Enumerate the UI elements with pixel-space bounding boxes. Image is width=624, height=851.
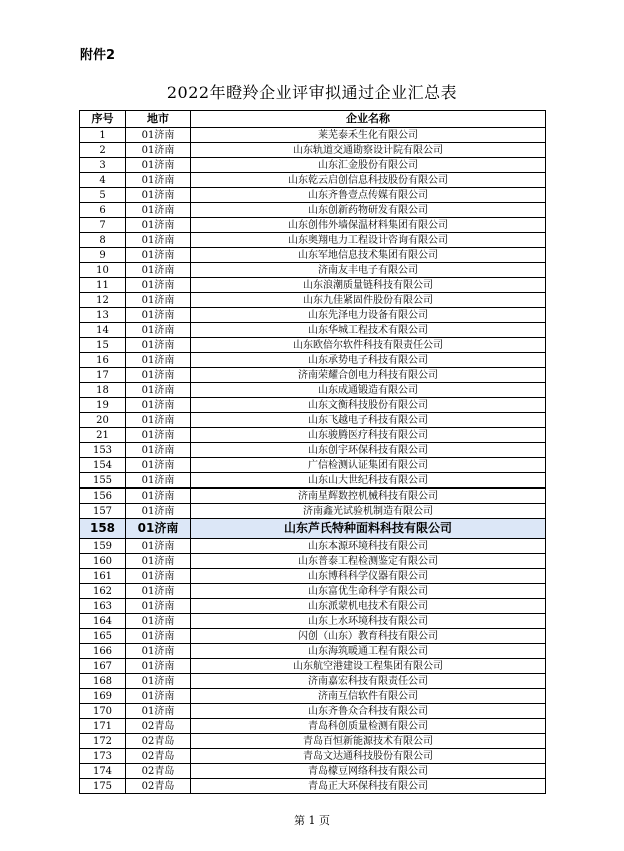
company-name-cell: 青岛檬豆网络科技有限公司: [191, 764, 546, 779]
city-cell: 01济南: [126, 539, 191, 554]
table-row: [80, 749, 546, 764]
city-cell: 01济南: [126, 504, 191, 519]
table-row: [80, 614, 546, 629]
city-cell: 02青岛: [126, 749, 191, 764]
city-cell: 01济南: [126, 173, 191, 188]
enterprise-table: [79, 110, 546, 794]
company-name-cell: 山东先泽电力设备有限公司: [191, 308, 546, 323]
city-cell: 01济南: [126, 614, 191, 629]
serial-number-cell: 169: [80, 689, 126, 704]
table-row: [80, 584, 546, 599]
table-row: [80, 293, 546, 308]
serial-number-cell: 9: [80, 248, 126, 263]
serial-number-cell: 7: [80, 218, 126, 233]
serial-number-cell: 17: [80, 368, 126, 383]
document-title: 2022年瞪羚企业评审拟通过企业汇总表: [166, 83, 458, 102]
table-row: [80, 443, 546, 458]
city-cell: 01济南: [126, 584, 191, 599]
city-cell: 01济南: [126, 488, 191, 504]
table-row: [80, 659, 546, 674]
company-name-cell: 广信检测认证集团有限公司: [191, 458, 546, 473]
serial-number-cell: 13: [80, 308, 126, 323]
serial-number-cell: 159: [80, 539, 126, 554]
serial-number-cell: 168: [80, 674, 126, 689]
city-cell: 01济南: [126, 659, 191, 674]
company-name-cell: 闪创（山东）教育科技有限公司: [191, 629, 546, 644]
company-name-cell: 山东轨道交通勘察设计院有限公司: [191, 143, 546, 158]
company-name-cell: 济南鑫光试验机制造有限公司: [191, 504, 546, 519]
serial-number-cell: 174: [80, 764, 126, 779]
table-row: [80, 248, 546, 263]
table-row: [80, 674, 546, 689]
serial-number-cell: 18: [80, 383, 126, 398]
serial-number-cell: 6: [80, 203, 126, 218]
serial-number-cell: 15: [80, 338, 126, 353]
city-cell: 02青岛: [126, 719, 191, 734]
serial-number-cell: 170: [80, 704, 126, 719]
serial-number-cell: 19: [80, 398, 126, 413]
city-cell: 01济南: [126, 128, 191, 143]
company-name-cell: 山东齐鲁壹点传媒有限公司: [191, 188, 546, 203]
serial-number-cell: 3: [80, 158, 126, 173]
city-cell: 01济南: [126, 413, 191, 428]
table-row: [80, 218, 546, 233]
company-name-cell: 山东齐鲁众合科技有限公司: [191, 704, 546, 719]
company-name-cell: 山东乾云启创信息科技股份有限公司: [191, 173, 546, 188]
company-name-cell: 山东成通锻造有限公司: [191, 383, 546, 398]
table-row: [80, 569, 546, 584]
serial-number-cell: 163: [80, 599, 126, 614]
company-name-cell: 济南荣耀合创电力科技有限公司: [191, 368, 546, 383]
serial-number-cell: 161: [80, 569, 126, 584]
table-row: [80, 488, 546, 504]
company-name-cell: 山东创伟外墙保温材料集团有限公司: [191, 218, 546, 233]
serial-number-cell: 160: [80, 554, 126, 569]
city-cell: 01济南: [126, 428, 191, 443]
table-row: [80, 263, 546, 278]
company-name-cell: 济南嘉宏科技有限责任公司: [191, 674, 546, 689]
table-row: [80, 128, 546, 143]
serial-number-cell: 12: [80, 293, 126, 308]
company-name-cell: 山东欧倍尔软件科技有限责任公司: [191, 338, 546, 353]
serial-number-cell: 158: [80, 519, 126, 539]
table-row: [80, 338, 546, 353]
company-name-cell: 青岛正大环保科技有限公司: [191, 779, 546, 794]
city-cell: 01济南: [126, 338, 191, 353]
city-cell: 01济南: [126, 398, 191, 413]
serial-number-cell: 157: [80, 504, 126, 519]
serial-number-cell: 4: [80, 173, 126, 188]
table-row: [80, 308, 546, 323]
company-name-cell: 山东上水环境科技有限公司: [191, 614, 546, 629]
table-row: [80, 353, 546, 368]
serial-number-cell: 173: [80, 749, 126, 764]
table-row: [80, 554, 546, 569]
table-row: [80, 504, 546, 519]
serial-number-cell: 155: [80, 473, 126, 489]
table-header-row: [80, 111, 546, 128]
company-name-cell: 山东普泰工程检测鉴定有限公司: [191, 554, 546, 569]
table-row: [80, 719, 546, 734]
city-cell: 01济南: [126, 233, 191, 248]
table-row: [80, 158, 546, 173]
company-name-cell: 山东创新药物研发有限公司: [191, 203, 546, 218]
table-row: [80, 413, 546, 428]
page-number: 第 1 页: [294, 814, 330, 827]
city-cell: 01济南: [126, 353, 191, 368]
city-cell: 01济南: [126, 308, 191, 323]
city-cell: 01济南: [126, 143, 191, 158]
serial-number-cell: 11: [80, 278, 126, 293]
serial-number-cell: 175: [80, 779, 126, 794]
header-city: 地市: [126, 111, 191, 128]
city-cell: 01济南: [126, 599, 191, 614]
city-cell: 01济南: [126, 473, 191, 489]
company-name-cell: 山东华城工程技术有限公司: [191, 323, 546, 338]
serial-number-cell: 171: [80, 719, 126, 734]
serial-number-cell: 165: [80, 629, 126, 644]
city-cell: 02青岛: [126, 764, 191, 779]
city-cell: 01济南: [126, 278, 191, 293]
company-name-cell: 青岛百恒新能源技术有限公司: [191, 734, 546, 749]
serial-number-cell: 20: [80, 413, 126, 428]
serial-number-cell: 167: [80, 659, 126, 674]
table-row: [80, 278, 546, 293]
company-name-cell: 山东军地信息技术集团有限公司: [191, 248, 546, 263]
table-row: [80, 203, 546, 218]
company-name-cell: 山东汇金股份有限公司: [191, 158, 546, 173]
company-name-cell: 山东承势电子科技有限公司: [191, 353, 546, 368]
table-row: [80, 734, 546, 749]
city-cell: 02青岛: [126, 734, 191, 749]
serial-number-cell: 14: [80, 323, 126, 338]
company-name-cell: 山东骏腾医疗科技有限公司: [191, 428, 546, 443]
company-name-cell: 山东山大世纪科技有限公司: [191, 473, 546, 489]
serial-number-cell: 162: [80, 584, 126, 599]
table-row: [80, 323, 546, 338]
company-name-cell: 山东富优生命科学有限公司: [191, 584, 546, 599]
table-row: [80, 644, 546, 659]
table-row: [80, 368, 546, 383]
serial-number-cell: 154: [80, 458, 126, 473]
header-company-name: 企业名称: [191, 111, 546, 128]
header-serial-number: 序号: [80, 111, 126, 128]
table-row: [80, 689, 546, 704]
serial-number-cell: 1: [80, 128, 126, 143]
company-name-cell: 莱芜泰禾生化有限公司: [191, 128, 546, 143]
serial-number-cell: 153: [80, 443, 126, 458]
company-name-cell: 青岛文达通科技股份有限公司: [191, 749, 546, 764]
serial-number-cell: 21: [80, 428, 126, 443]
company-name-cell: 济南友丰电子有限公司: [191, 263, 546, 278]
city-cell: 01济南: [126, 689, 191, 704]
serial-number-cell: 166: [80, 644, 126, 659]
company-name-cell: 青岛科创质量检测有限公司: [191, 719, 546, 734]
table-row: [80, 233, 546, 248]
table-row: [80, 473, 546, 489]
company-name-cell: 山东飞越电子科技有限公司: [191, 413, 546, 428]
company-name-cell: 山东创宇环保科技有限公司: [191, 443, 546, 458]
serial-number-cell: 16: [80, 353, 126, 368]
company-name-cell: 山东芦氏特种面料科技有限公司: [191, 519, 546, 539]
table-row: [80, 143, 546, 158]
city-cell: 01济南: [126, 704, 191, 719]
city-cell: 01济南: [126, 323, 191, 338]
city-cell: 01济南: [126, 248, 191, 263]
serial-number-cell: 164: [80, 614, 126, 629]
table-row: [80, 458, 546, 473]
company-name-cell: 山东九佳紧固件股份有限公司: [191, 293, 546, 308]
serial-number-cell: 2: [80, 143, 126, 158]
city-cell: 01济南: [126, 519, 191, 539]
serial-number-cell: 5: [80, 188, 126, 203]
city-cell: 01济南: [126, 263, 191, 278]
company-name-cell: 山东文衡科技股份有限公司: [191, 398, 546, 413]
table-row: [80, 173, 546, 188]
company-name-cell: 山东派蒙机电技术有限公司: [191, 599, 546, 614]
table-row: [80, 398, 546, 413]
table-row: [80, 383, 546, 398]
table-row: [80, 764, 546, 779]
company-name-cell: 济南互信软件有限公司: [191, 689, 546, 704]
serial-number-cell: 8: [80, 233, 126, 248]
city-cell: 01济南: [126, 458, 191, 473]
company-name-cell: 山东航空港建设工程集团有限公司: [191, 659, 546, 674]
table-row: [80, 428, 546, 443]
city-cell: 01济南: [126, 629, 191, 644]
table-row: [80, 629, 546, 644]
company-name-cell: 山东奥翔电力工程设计咨询有限公司: [191, 233, 546, 248]
table-row: [80, 539, 546, 554]
attachment-label: 附件2: [80, 48, 116, 63]
city-cell: 01济南: [126, 383, 191, 398]
company-name-cell: 山东本源环境科技有限公司: [191, 539, 546, 554]
table-row: [80, 599, 546, 614]
city-cell: 01济南: [126, 644, 191, 659]
city-cell: 01济南: [126, 218, 191, 233]
table-row: [80, 779, 546, 794]
serial-number-cell: 156: [80, 488, 126, 504]
city-cell: 01济南: [126, 674, 191, 689]
serial-number-cell: 172: [80, 734, 126, 749]
table-row: [80, 704, 546, 719]
company-name-cell: 山东博科科学仪器有限公司: [191, 569, 546, 584]
company-name-cell: 山东浪潮质量链科技有限公司: [191, 278, 546, 293]
city-cell: 01济南: [126, 443, 191, 458]
serial-number-cell: 10: [80, 263, 126, 278]
city-cell: 01济南: [126, 554, 191, 569]
city-cell: 01济南: [126, 203, 191, 218]
city-cell: 01济南: [126, 569, 191, 584]
city-cell: 01济南: [126, 368, 191, 383]
city-cell: 02青岛: [126, 779, 191, 794]
company-name-cell: 济南星辉数控机械科技有限公司: [191, 488, 546, 504]
city-cell: 01济南: [126, 188, 191, 203]
city-cell: 01济南: [126, 293, 191, 308]
city-cell: 01济南: [126, 158, 191, 173]
table-row: [80, 188, 546, 203]
company-name-cell: 山东海筑暖通工程有限公司: [191, 644, 546, 659]
table-row: [80, 519, 546, 539]
